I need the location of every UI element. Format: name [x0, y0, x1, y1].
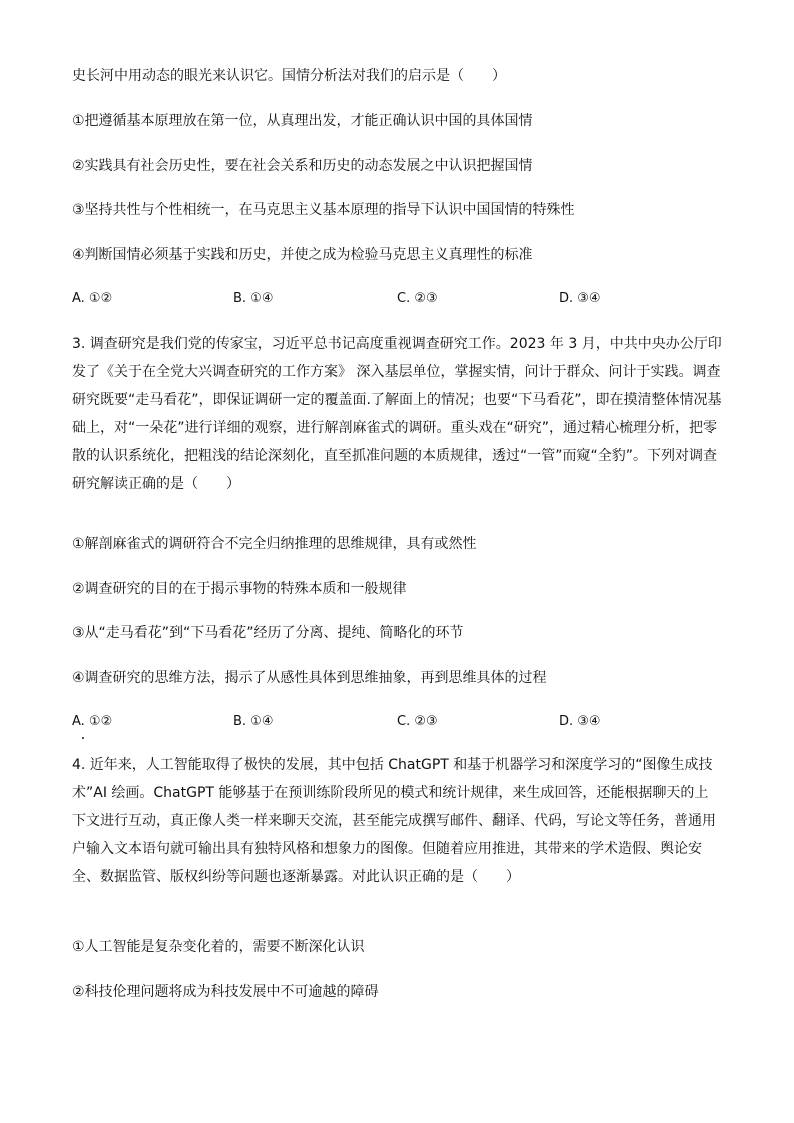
- q2-option-d[interactable]: D. ③④: [559, 291, 601, 306]
- q2-option-b[interactable]: B. ①④: [233, 291, 274, 306]
- q3-option-b[interactable]: B. ①④: [233, 714, 274, 729]
- q2-stem-tail: 史长河中用动态的眼光来认识它。国情分析法对我们的启示是（ ）: [72, 68, 506, 84]
- q2-statement-2: ②实践具有社会历史性，要在社会关系和历史的动态发展之中认识把握国情: [72, 158, 533, 174]
- q2-statement-1: ①把遵循基本原理放在第一位，从真理出发，才能正确认识中国的具体国情: [72, 113, 533, 129]
- q3-statement-1: ①解剖麻雀式的调研符合不完全归纳推理的思维规律，具有或然性: [72, 536, 477, 552]
- q3-statement-3: ③从“走马看花”到“下马看花”经历了分离、提纯、简略化的环节: [72, 625, 464, 641]
- q3-options: [72, 712, 722, 732]
- q4-statement-2: ②科技伦理问题将成为科技发展中不可逾越的障碍: [72, 984, 379, 1000]
- q2-statement-4: ④判断国情必须基于实践和历史，并使之成为检验马克思主义真理性的标准: [72, 247, 533, 263]
- q2-statement-3: ③坚持共性与个性相统一，在马克思主义基本原理的指导下认识中国国情的特殊性: [72, 202, 575, 218]
- scan-speck: [82, 737, 84, 739]
- q3-statement-2: ②调查研究的目的在于揭示事物的特殊本质和一般规律: [72, 581, 407, 597]
- q2-options: [72, 289, 722, 309]
- q2-option-c[interactable]: C. ②③: [397, 291, 438, 306]
- q4-statement-1: ①人工智能是复杂变化着的，需要不断深化认识: [72, 939, 365, 955]
- q2-option-a[interactable]: A. ①②: [72, 291, 113, 306]
- q3-stem: 3. 调查研究是我们党的传家宝，习近平总书记高度重视调查研究工作。2023 年 3 月，中共中央办公厅印发了《关于在全党大兴调查研究的工作方案》 深入基层单位，掌握实情，问计于群众、问计于实践。调查研究既要“走马看花”，即保证调研一定的覆盖面.了解面上的情况；也要“下马看花”，即在摸清整体情况基础上，对“一朵花”进行详细的观察，进行解剖麻雀式的调研。重头戏在“研究”，通过精心梳理分析，把零散的认识系统化，把粗浅的结论深刻化，直至抓准问题的本质规律，透过“一管”而窥“全豹”。下列对调查研究解读正确的是（ ）: [72, 336, 722, 492]
- q3-option-a[interactable]: A. ①②: [72, 714, 113, 729]
- q3-option-d[interactable]: D. ③④: [559, 714, 601, 729]
- q3-statement-4: ④调查研究的思维方法，揭示了从感性具体到思维抽象，再到思维具体的过程: [72, 670, 547, 686]
- q3-option-c[interactable]: C. ②③: [397, 714, 438, 729]
- q4-stem: 4. 近年来，人工智能取得了极快的发展，其中包括 ChatGPT 和基于机器学习和深度学习的“图像生成技术”AI 绘画。ChatGPT 能够基于在预训练阶段所见的模式和统计规律，来生成回答，还能根据聊天的上下文进行互动，真正像人类一样来聊天交流，甚至能完成撰写邮件、翻译、代码，写论文等任务，普通用户输入文本语句就可输出具有独特风格和想象力的图像。但随着应用推进，其带来的学术造假、舆论安全、数据监管、版权纠纷等问题也逐渐暴露。对此认识正确的是（ ）: [72, 757, 716, 885]
